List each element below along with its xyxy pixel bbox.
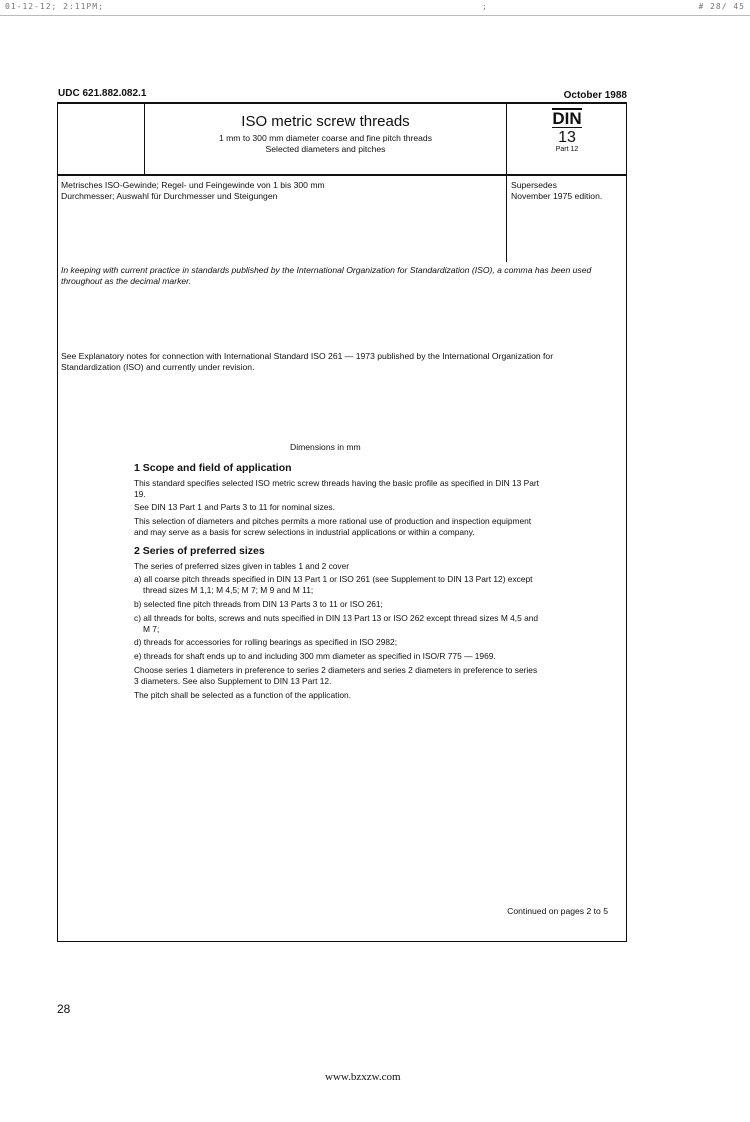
main-body (134, 463, 544, 703)
title-box-rule (57, 174, 627, 176)
document-subtitle-1: 1 mm to 300 mm diameter coarse and fine pitch threads (218, 133, 433, 143)
decimal-marker-note: In keeping with current practice in standards published by the International Organization for Standardization (ISO), a comma has been used throughout as the decimal marker. (61, 265, 592, 286)
list-item: b) selected fine pitch threads from DIN 13 Parts 3 to 11 or ISO 261; (134, 598, 383, 609)
din-badge (507, 108, 627, 153)
section-2-para: Choose series 1 diameters in preference to series 2 diameters and series 2 diameters in preference to series 3 diameters. See also Supplement to DIN 13 Part 12. (134, 664, 538, 686)
supersedes-edition: November 1975 edition. (511, 191, 603, 201)
german-title-1: Metrisches ISO-Gewinde; Regel- und Feingewinde von 1 bis 300 mm (61, 180, 325, 190)
din-part: Part 12 (555, 146, 579, 153)
section-2-para: The pitch shall be selected as a function of the application. (134, 689, 351, 700)
list-item: a) all coarse pitch threads specified in DIN 13 Part 1 or ISO 261 (see Supplement to DIN 13 Part 12) except thread sizes M 1,1; M 4,5; M 7; M 9 and M 11; (134, 574, 533, 596)
document-subtitle-2: Selected diameters and pitches (265, 144, 386, 154)
continued-note: Continued on pages 2 to 5 (507, 906, 608, 916)
section-1-para: See DIN 13 Part 1 and Parts 3 to 11 for nominal sizes. (134, 502, 335, 513)
list-item: d) threads for accessories for rolling bearings as specified in ISO 2982; (134, 637, 398, 648)
footer-url: www.bzxzw.com (325, 1071, 401, 1083)
din-label: DIN (552, 109, 582, 128)
fax-header-right: # 28/ 45 (698, 2, 745, 11)
section-1-heading: 1 Scope and field of application (134, 462, 292, 474)
list-item: e) threads for shaft ends up to and including 300 mm diameter as specified in ISO/R 775 — 1969. (134, 651, 496, 662)
publication-date: October 1988 (563, 90, 627, 101)
section-2-heading: 2 Series of preferred sizes (134, 544, 265, 557)
fax-header-left: 01-12-12; 2:11PM; (5, 2, 104, 11)
page-number: 28 (57, 1002, 71, 1016)
explanatory-note: See Explanatory notes for connection with International Standard ISO 261 — 1973 published by the International Organization for Standardization (ISO) and currently under revision. (61, 351, 554, 372)
udc-number: UDC 621.882.082.1 (58, 88, 147, 99)
section-1-para: This selection of diameters and pitches permits a more rational use of production and inspection equipment and may serve as a basis for screw selections in industrial applications or within a company. (134, 516, 532, 537)
fax-header-mid: ; (482, 2, 488, 11)
section-1-para: This standard specifies selected ISO metric screw threads having the basic profile as specified in DIN 13 Part 19. (134, 477, 539, 499)
fax-header-rule (0, 15, 750, 16)
supersedes-label: Supersedes (511, 180, 557, 190)
german-title-2: Durchmesser; Auswahl für Durchmesser und Steigungen (61, 191, 278, 201)
document-title: ISO metric screw threads (241, 113, 410, 130)
list-item: c) all threads for bolts, screws and nuts specified in DIN 13 Part 13 or ISO 262 except thread sizes M 4,5 and M 7; (134, 612, 539, 634)
din-number: 13 (558, 129, 576, 146)
dimensions-note: Dimensions in mm (290, 442, 361, 452)
section-2-intro: The series of preferred sizes given in tables 1 and 2 cover (134, 560, 350, 571)
